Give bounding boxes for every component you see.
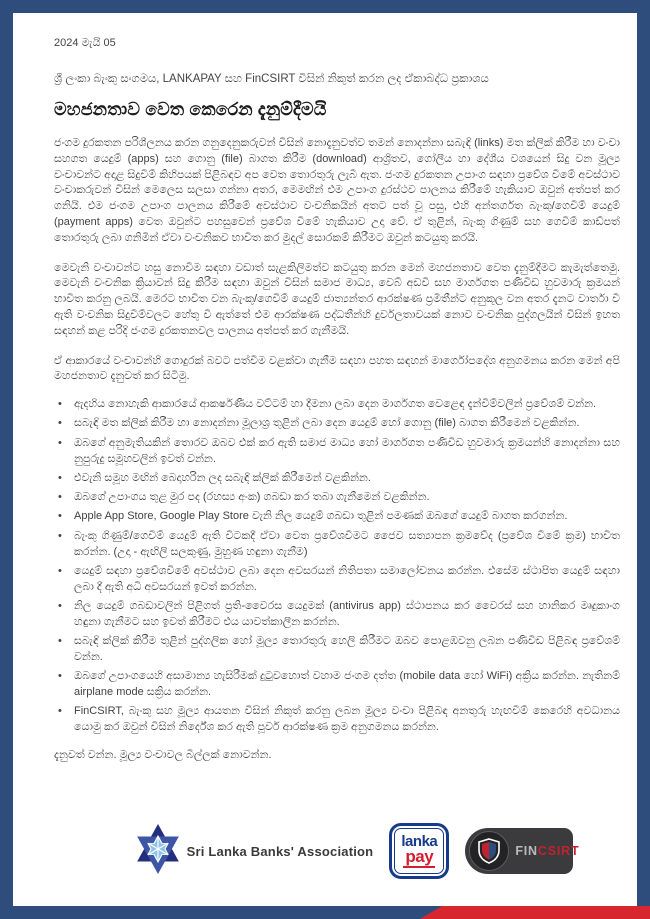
notice-date: 2024 මැයි 05 [54, 37, 116, 49]
fincsirt-csirt: CSIRT [537, 844, 580, 858]
lankapay-word-pay: pay [405, 846, 434, 866]
fincsirt-wordmark [515, 844, 579, 858]
fincsirt-logo [465, 828, 580, 874]
list-item: • ඔබගේ උපාංගය තුළ මුර පද (රහස්‍ය අංක) ගබඩා කර තබා ගැනීමෙන් වළකින්න. [74, 490, 620, 506]
paragraph-1: ජංගම දුරකතන පරිශීලනය කරන ගනුදෙනුකරුවන් විසින් නොදැනුවත්ව තමන් නොදන්නා සබැඳි (links) මත ක්ලික් කිරීම හා වංචා සහගත යෙදුම් (apps) සහ ගොනු (file) බාගත කිරීම (download) ආශ්‍රිතව, ගෝලීය හා දේශීය වශයෙන් සිදු වන මූල්‍ය වංචාවන්ට අදාළ සිදුවීම් කිහිපයක් පිළිබඳව අප වෙත තොරතුරු ලැබී ඇත. ජංගම දුරකතන උපාංග සඳහා ප්‍රවේශ වීමේ අවස්ථාව වංචාකරුවන් විසින් මෙලෙස සලසා ගන්නා අතර, මෙමඟින් එම උපාංග දුරස්ථව පාලනය කිරීමේ හැකියාව ඔවුන් අත්පත් කර ගනියි. එම ජංගම උපාංග පාලනය කිරීමේ අවස්ථාව වංචනිකයින් අතට පත් වූ පසු, එහි අන්තර්ගත බැංකු/ගෙවීම් යෙදුම් (payment apps) වෙත ඔවුන්ට පහසුවෙන් ප්‍රවේශ වීමේ හැකියාව උදා වේ. ඒ තුළින්, බැංකු ගිණුම් සහ ගෙවීම් කාඩ්පත් තොරතුරු ලබා ගනිමින් ඒවා වංචනිකව භාවිත කර මුදල් සොරකම් කිරීමට ඔවුන් කටයුතු කරයි. [54, 137, 620, 244]
notice-subtitle: ශ්‍රී ලංකා බැංකු සංගමය, LANKAPAY සහ FinCSIRT විසින් නිකුත් කරන ලද ඒකාබද්ධ ප්‍රකාශය [54, 73, 489, 85]
list-item: • නිල යෙදුම් ගබඩාවලින් පිළිගත් ප්‍රති-වෛරස යෙදුමක් (antivirus app) ස්ථාපනය කර වෛරස් සහ හානිකර මෘදුකාංග හඳුනා ගැනීමට සහ ඉවත් කිරීමට එය යාවත්කාලීන කරන්න. [74, 599, 620, 631]
paragraph-2: මෙවැනි වංචාවන්ට හසු නොවීම සඳහා වඩාත් සැළකිලිමත්ව කටයුතු කරන මෙන් මහජනතාව වෙත දැනුම්දීමට කැමැත්තෙමු. මෙවැනි වංචනික ක්‍රියාවන් සිදු කිරීම සඳහා ඔවුන් විසින් සමාජ මාධ්‍ය, වෙබ් අඩවි සහ මාර්ගගත පණිවිඩ හුවමාරු ක්‍රමයන් භාවිත කරනු ලබයි. මෙරට භාවිත වන බැංකු/ගෙවීම් යෙදුම් ජාත්‍යන්තර ආරක්ෂණ ප්‍රමිතීන්ට අනුකූල වන අතර දැනට වාර්තා වී ඇති වංචනික සිදුවීම්වලට හේතු වී ඇත්තේ එම ආරක්ෂණ පද්ධතීන්හි දුර්වලතාවයක් නොව වංචනික පුද්ගලයින් විසින් ඉහත සඳහන් කළ පරිදි ජංගම දුරකතනවල පාලනය අත්පත් කර ගැනීමයි. [54, 261, 620, 337]
fincsirt-shield-icon [469, 831, 509, 871]
list-item: • Apple App Store, Google Play Store වැනි නිල යෙදුම් ගබඩා තුළින් පමණක් ඔබගේ යෙදුම් බාගත කරගන්න. [74, 509, 620, 525]
bottom-border-red-accent [420, 906, 650, 919]
lankapay-logo [389, 823, 449, 879]
list-item: • සබැඳි ක්ලික් කිරීම තුළින් පුද්ගලික හෝ මූල්‍ය තොරතුරු හෙලි කිරීමට ඔබව පොළඹවනු ලබන පණිවිඩ පිළිබඳ ප්‍රවේශම් වන්න. [74, 634, 620, 666]
closing-statement: දැනුවත් වන්න. මූල්‍ය වංචාවල බිල්ලක් නොවන්න. [54, 748, 272, 761]
list-item: • FinCSIRT, බැංකු සහ මූල්‍ය ආයතන විසින් නිකුත් කරනු ලබන මූල්‍ය වංචා පිළිබඳ අනතුරු හැඟවීම් කෙරෙහි අවධානය යොමු කර ඔවුන් විසින් නිර්දේශ කර ඇති පූර්ව ආරක්ෂණ ක්‍රම අනුගමනය කරන්න. [74, 704, 620, 736]
list-item: • බැංකු ගිණුම්/ගෙවීම් යෙදුම් ඇති විටකදී ඒවා වෙත ප්‍රවේශවීමට ජෛව සත්‍යාපන ක්‍රමවේද (ප්‍රවේශ වීමේ ක්‍රම) භාවිත කරන්න. (උදා - ඇඟිලි සලකුණු, මුහුණ හඳුනා ගැනීම) [74, 529, 620, 561]
list-item: • සබැඳි මත ක්ලික් කිරීම හා නොදන්නා මූලාශ්‍ර තුළින් ලබා දෙන යෙදුම් හෝ ගොනු (file) බාගත කිරීමෙන් වළකින්න. [74, 416, 620, 432]
list-item: • ඇදහිය නොහැකි ආකාරයේ ආකර්ෂණීය වට්ටම් හා දීමනා ලබා දෙන මාර්ගගත වෙළෙඳ දැන්වීම්වලින් ප්‍රවේශම් වන්න. [74, 397, 620, 413]
list-item: • ඔබගේ අනුමැතියකින් තොරව ඔබව එක් කර ඇති සමාජ මාධ්‍ය හෝ මාර්ගගත පණිවිඩ හුවමාරු ක්‍රමයන්හි නොදන්නා සහ නුපුරුදු සමූහවලින් ඉවත් වන්න. [74, 436, 620, 468]
paragraph-3: ඒ ආකාරයේ වංචාවන්හි ගොදුරක් බවට පත්වීම වළක්වා ගැනීම සඳහා පහත සඳහන් මාර්ගෝපදේශ අනුගමනය කරන මෙන් අපි මහජනතාව දැනුවත් කර සිටිමු. [54, 354, 620, 383]
notice-heading: මහජනතාව වෙත කෙරෙන දැනුම්දීමයි [54, 99, 327, 119]
fincsirt-fin: FIN [515, 844, 538, 858]
bottom-border-bar [0, 906, 650, 919]
notice-body [13, 13, 637, 906]
slba-star-icon [133, 823, 183, 880]
list-item: • ඔබගේ උපාංගයෙහි අසාමාන්‍ය හැසිරීමක් දුටුවහොත් වහාම ජංගම දත්ත (mobile data හෝ WiFi) අක්‍රිය කරන්න. නැතිනම් airplane mode සක්‍රිය කරන්න. [74, 669, 620, 701]
list-item: • යෙදුම් සඳහා ප්‍රවේශවීමේ අවස්ථාව ලබා දෙන අවසරයන් නිතිපතා සමාලෝචනය කරන්න. එසේම ස්ථාපිත යෙදුම් සඳහා ලබා දී ඇති අධි අවසරයන් ඉවත් කරන්න. [74, 564, 620, 596]
list-item: • එවැනි සමූහ මඟින් බෙදාහරින ලද සබැඳි ක්ලික් කිරීමෙන් වළකින්න. [74, 471, 620, 487]
footer-logos [54, 815, 637, 887]
slba-logo [133, 823, 374, 880]
lankapay-word-lanka: lanka [401, 832, 438, 850]
guideline-list [54, 397, 620, 736]
slba-label: Sri Lanka Banks' Association [186, 843, 374, 859]
